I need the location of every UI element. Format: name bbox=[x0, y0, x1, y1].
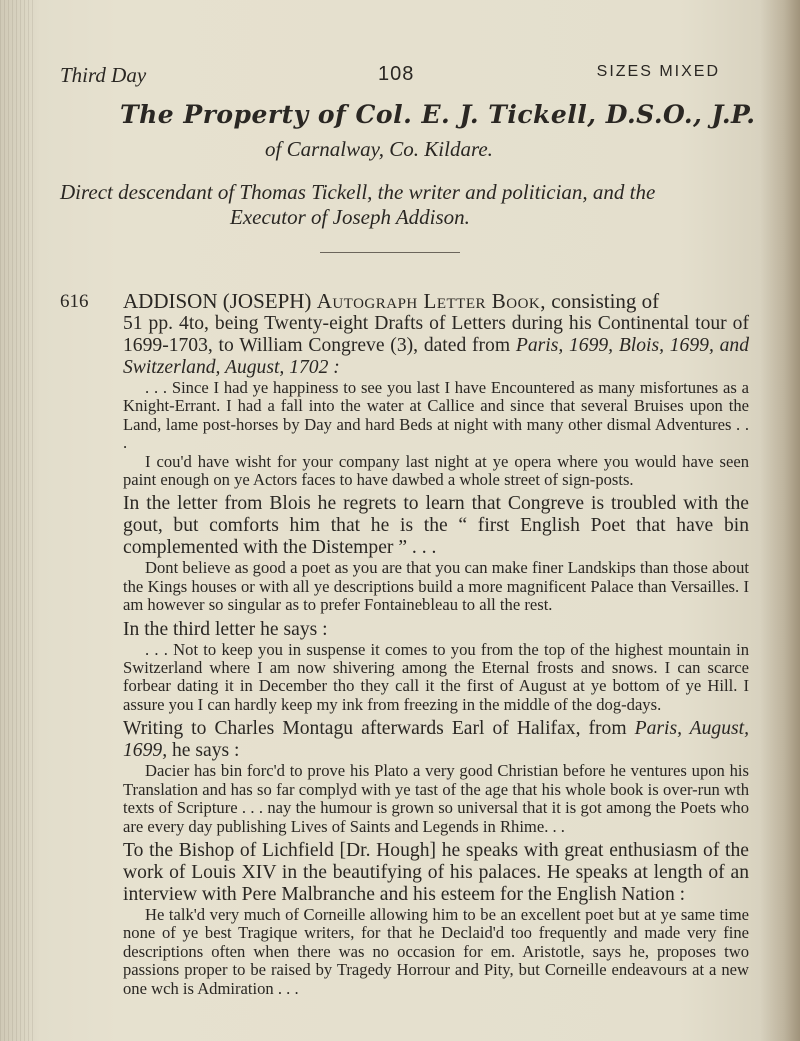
lot-item-type: Autograph Letter Book, bbox=[316, 289, 546, 313]
paragraph-montagu: Writing to Charles Montagu afterwards Earl of Halifax, from Paris, August, 1699, he says : bbox=[123, 718, 749, 762]
paragraph-blois: In the letter from Blois he regrets to learn that Congreve is troubled with the gout, but comforts him that he is the “ first English Poet that have bin complemented with the Distemper ” . . . bbox=[123, 493, 749, 559]
lot-number: 616 bbox=[60, 291, 89, 312]
running-head-day: Third Day bbox=[60, 63, 147, 87]
lot-places: Paris, 1699, Blois, 1699, and Switzerland, August, 1702 : bbox=[123, 335, 749, 378]
provenance-line-2: Executor of Joseph Addison. bbox=[230, 205, 470, 229]
quote-opera: I cou'd have wisht for your company last night at ye opera where you would have seen paint enough on ye Actors faces to have dawbed a whole street of sign-posts. bbox=[123, 451, 749, 490]
quote-corneille: He talk'd very much of Corneille allowing him to be an excellent poet but at ye same time none of ye best Tragique writers, for that he Declaid'd too frequently and made very fine descriptions often when there was no occasion for em. Aristotle, says he, proposes two passions proper to be raised by Tragedy Horrour and Pity, but Corneille endeavours at a new one wch is Admiration . . . bbox=[123, 904, 749, 998]
section-divider bbox=[320, 252, 460, 253]
quote-versailles: Dont believe as good a poet as you are that you can make finer Landskips than those about the Kings houses or with all ye descriptions build a more magnificent Palace than Versailles. I am however so singular as to prefer Fontainebleau to all the rest. bbox=[123, 558, 749, 615]
lot-description bbox=[123, 289, 749, 998]
property-subtitle: of Carnalway, Co. Kildare. bbox=[265, 137, 493, 161]
property-title: The Property of Col. E. J. Tickell, D.S.O., J.P. bbox=[120, 100, 756, 129]
quote-knight-errant: . . . Since I had ye happiness to see you last I have Encountered as many misfortunes as a Knight-Errant. I had a fall into the water at Callice and since that several Bruises upon the Land, lame post-horses by Day and hard Beds at night with many other dismal Adventures . . . bbox=[123, 378, 749, 453]
montagu-place: Paris, August, 1699, bbox=[123, 718, 749, 762]
lot-heading bbox=[123, 289, 749, 313]
quote-switzerland: . . . Not to keep you in suspense it comes to you from the top of the highest mountain in Switzerland where I am now shivering among the Eternal frosts and snows. I can scarce forbear dating it in December tho they call it the first of August at ye bottom of ye Hill. I assure you I can hardly keep my ink from freezing in the middle of the dog-days. bbox=[123, 639, 749, 714]
lot-physical-description: 51 pp. 4to, being Twenty-eight Drafts of Letters during his Continental tour of 1699-1703, to William Congreve (3), dated from Paris, 1699, Blois, 1699, and Switzerland, August, 1702 : bbox=[123, 313, 749, 378]
running-head-section: SIZES MIXED bbox=[596, 63, 720, 80]
paragraph-bishop: To the Bishop of Lichfield [Dr. Hough] he speaks with great enthusiasm of the work of Louis XIV in the beautifying of his palaces. He speaks at length of an interview with Pere Malbranche and his esteem for the English Nation : bbox=[123, 839, 749, 905]
provenance-note bbox=[60, 180, 750, 230]
provenance-line-1: Direct descendant of Thomas Tickell, the writer and politician, and the bbox=[60, 180, 656, 204]
page-gutter bbox=[0, 0, 34, 1041]
quote-dacier: Dacier has bin forc'd to prove his Plato a very good Christian before he ventures upon his Translation and has so far complyd with ye tast of the age that his whole book is over-run wth texts of Scripture . . . nay the humour is grown so universal that it is got among the Poets who are every day publishing Lives of Saints and Legends in Rhime. . . bbox=[123, 761, 749, 836]
page-number: 108 bbox=[378, 63, 415, 85]
lot-heading-rest: consisting of bbox=[551, 289, 660, 313]
lot-author: ADDISON (JOSEPH) bbox=[123, 289, 312, 313]
paragraph-third-letter: In the third letter he says : bbox=[123, 618, 328, 640]
page-edge bbox=[760, 0, 800, 1041]
running-head bbox=[60, 63, 720, 93]
